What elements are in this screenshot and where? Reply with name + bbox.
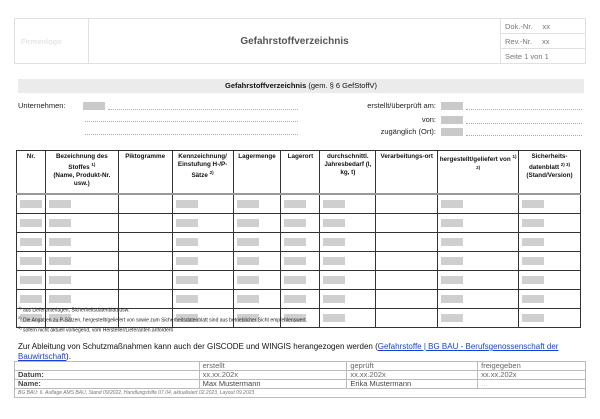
table-cell[interactable] bbox=[45, 214, 118, 233]
doc-number-value: xx bbox=[542, 21, 551, 31]
column-header-text: Piktogramme bbox=[125, 153, 166, 160]
column-header-6 bbox=[320, 151, 376, 195]
column-header-3 bbox=[172, 151, 233, 195]
table-cell[interactable] bbox=[17, 252, 46, 271]
hazardous-substances-table bbox=[16, 150, 581, 328]
form-field-placeholder[interactable] bbox=[441, 219, 463, 227]
form-field-placeholder[interactable] bbox=[20, 200, 42, 208]
company-logo-placeholder: Firmenlogo bbox=[15, 19, 89, 64]
table-cell[interactable] bbox=[233, 214, 281, 233]
table-cell[interactable] bbox=[438, 252, 519, 271]
table-cell[interactable] bbox=[438, 233, 519, 252]
column-header-footnote-ref: 1) 2) bbox=[476, 154, 517, 171]
by-line[interactable] bbox=[466, 123, 582, 124]
column-header-2 bbox=[118, 151, 172, 195]
section-title-rest: (gem. § 6 GefStoffV) bbox=[306, 81, 377, 90]
column-header-text: hergestellt/geliefert von bbox=[439, 156, 511, 164]
location-field[interactable] bbox=[441, 128, 463, 136]
table-cell[interactable] bbox=[118, 252, 172, 271]
table-cell[interactable] bbox=[376, 290, 438, 309]
table-cell[interactable] bbox=[281, 290, 320, 309]
form-field-placeholder[interactable] bbox=[20, 238, 42, 246]
section-title bbox=[18, 79, 584, 93]
company-field[interactable] bbox=[83, 102, 105, 110]
table-row bbox=[17, 214, 581, 233]
table-cell[interactable] bbox=[519, 233, 581, 252]
form-field-placeholder[interactable] bbox=[237, 219, 259, 227]
signature-header-approved: freigegeben bbox=[478, 362, 586, 371]
name-checked[interactable]: Erika Mustermann bbox=[347, 380, 478, 389]
table-cell[interactable] bbox=[45, 233, 118, 252]
form-field-placeholder[interactable] bbox=[522, 314, 544, 322]
table-cell[interactable] bbox=[376, 309, 438, 328]
footnote-1-text: aus Lieferunterlagen, Sicherheitsdatenblatt usw. bbox=[22, 307, 130, 314]
form-field-placeholder[interactable] bbox=[176, 200, 198, 208]
document-title: Gefahrstoffverzeichnis bbox=[89, 19, 501, 64]
table-cell[interactable] bbox=[376, 194, 438, 214]
form-field-placeholder[interactable] bbox=[20, 219, 42, 227]
footnote-1-number: 1) bbox=[18, 305, 22, 310]
table-cell[interactable] bbox=[376, 252, 438, 271]
column-header-text: Nr. bbox=[26, 153, 36, 160]
table-cell[interactable] bbox=[17, 194, 46, 214]
form-field-placeholder[interactable] bbox=[441, 295, 463, 303]
form-field-placeholder[interactable] bbox=[522, 200, 544, 208]
table-cell[interactable] bbox=[281, 271, 320, 290]
form-field-placeholder[interactable] bbox=[522, 257, 544, 265]
revision-number-label: Rev.-Nr. bbox=[505, 36, 532, 46]
table-header-row bbox=[17, 151, 581, 195]
form-field-placeholder[interactable] bbox=[176, 219, 198, 227]
column-header-text: Kennzeichnung/ Einstufung H-/P-Sätze bbox=[177, 153, 228, 180]
company-line-1[interactable] bbox=[108, 109, 298, 110]
form-field-placeholder[interactable] bbox=[284, 276, 306, 284]
form-field-placeholder[interactable] bbox=[49, 200, 71, 208]
document-footer: BG BAU: 6. Auflage AMS BAU, Stand 09/2022, Handlungshilfe 07.04, aktualisiert 02.2023, Layout 09.2023 bbox=[15, 389, 586, 398]
column-header-text: Verarbeitungs-ort bbox=[380, 153, 433, 160]
column-header-footnote-ref: 1) bbox=[91, 162, 96, 167]
table-row bbox=[17, 233, 581, 252]
form-field-placeholder[interactable] bbox=[323, 314, 345, 322]
table-cell[interactable] bbox=[118, 271, 172, 290]
table-cell[interactable] bbox=[233, 252, 281, 271]
table-cell[interactable] bbox=[438, 271, 519, 290]
column-header-text: durchschnittl. Jahresbedarf (l, kg, t) bbox=[324, 153, 372, 176]
table-cell[interactable] bbox=[281, 233, 320, 252]
footnote-2-text: Die Angaben zu P-Sätzen, hergestellt/geliefert von sowie zum Sicherheitsdatenblatt sind aus betrieblicher Sicht empfehlenswert. bbox=[22, 317, 307, 324]
table-cell[interactable] bbox=[17, 214, 46, 233]
table-cell[interactable] bbox=[233, 271, 281, 290]
form-field-placeholder[interactable] bbox=[441, 200, 463, 208]
form-field-placeholder[interactable] bbox=[441, 276, 463, 284]
signature-header-created: erstellt bbox=[199, 362, 347, 371]
footnote-1 bbox=[18, 305, 129, 314]
date-created[interactable]: xx.xx.202x bbox=[199, 371, 347, 380]
form-field-placeholder[interactable] bbox=[441, 314, 463, 322]
signature-table bbox=[14, 361, 586, 398]
form-field-placeholder[interactable] bbox=[284, 295, 306, 303]
form-field-placeholder[interactable] bbox=[237, 200, 259, 208]
column-header-text: Lagermenge bbox=[238, 153, 276, 160]
table-cell[interactable] bbox=[320, 252, 376, 271]
form-field-placeholder[interactable] bbox=[522, 295, 544, 303]
table-cell[interactable] bbox=[519, 309, 581, 328]
section-title-bold: Gefahrstoffverzeichnis bbox=[224, 81, 307, 90]
revision-number bbox=[501, 34, 586, 49]
table-cell[interactable] bbox=[438, 214, 519, 233]
form-field-placeholder[interactable] bbox=[441, 257, 463, 265]
form-field-placeholder[interactable] bbox=[49, 238, 71, 246]
column-header-1 bbox=[45, 151, 118, 195]
page-info: Seite 1 von 1 bbox=[501, 49, 586, 64]
column-header-subtext: (Name, Produkt-Nr. usw.) bbox=[53, 172, 111, 188]
table-cell[interactable] bbox=[172, 290, 233, 309]
form-field-placeholder[interactable] bbox=[237, 276, 259, 284]
table-row bbox=[17, 194, 581, 214]
table-cell[interactable] bbox=[281, 194, 320, 214]
signature-name-row bbox=[15, 380, 586, 389]
column-header-4 bbox=[233, 151, 281, 195]
signature-header-checked: geprüft bbox=[347, 362, 478, 371]
table-cell[interactable] bbox=[118, 214, 172, 233]
table-cell[interactable] bbox=[172, 252, 233, 271]
form-field-placeholder[interactable] bbox=[441, 238, 463, 246]
name-label: Name: bbox=[15, 380, 200, 389]
location-line[interactable] bbox=[466, 135, 582, 136]
form-field-placeholder[interactable] bbox=[20, 295, 42, 303]
date-checked[interactable]: xx.xx.202x bbox=[347, 371, 478, 380]
created-date-line[interactable] bbox=[466, 109, 582, 110]
form-field-placeholder[interactable] bbox=[237, 257, 259, 265]
form-field-placeholder[interactable] bbox=[49, 219, 71, 227]
table-cell[interactable] bbox=[320, 214, 376, 233]
table-cell[interactable] bbox=[281, 252, 320, 271]
table-cell[interactable] bbox=[519, 252, 581, 271]
form-field-placeholder[interactable] bbox=[237, 238, 259, 246]
footnote-2-number: 2) bbox=[18, 315, 22, 320]
table-cell[interactable] bbox=[45, 194, 118, 214]
revision-number-value: xx bbox=[541, 36, 550, 46]
form-field-placeholder[interactable] bbox=[323, 257, 345, 265]
table-cell[interactable] bbox=[320, 194, 376, 214]
table-cell[interactable] bbox=[233, 290, 281, 309]
company-label: Unternehmen: bbox=[18, 101, 66, 110]
table-cell[interactable] bbox=[172, 271, 233, 290]
column-header-5 bbox=[281, 151, 320, 195]
created-label: erstellt/überprüft am: bbox=[367, 101, 436, 110]
form-field-placeholder[interactable] bbox=[20, 257, 42, 265]
table-cell[interactable] bbox=[519, 194, 581, 214]
by-label: von: bbox=[421, 115, 436, 124]
by-field[interactable] bbox=[441, 116, 463, 124]
column-header-8 bbox=[438, 151, 519, 195]
company-line-3[interactable] bbox=[85, 134, 298, 135]
table-cell[interactable] bbox=[172, 233, 233, 252]
table-cell[interactable] bbox=[45, 271, 118, 290]
signature-footer-row bbox=[15, 389, 586, 398]
footnote-2 bbox=[18, 315, 307, 324]
table-row bbox=[17, 271, 581, 290]
table-cell[interactable] bbox=[118, 233, 172, 252]
column-header-text: Bezeichnung des Stoffes bbox=[55, 153, 108, 172]
bg-bau-link[interactable]: Gefahrstoffe | BG BAU - Berufsgenossenschaft der Bauwirtschaft bbox=[18, 342, 559, 361]
name-approved[interactable]: ... bbox=[478, 380, 586, 389]
form-field-placeholder[interactable] bbox=[284, 238, 306, 246]
form-field-placeholder[interactable] bbox=[323, 219, 345, 227]
form-field-placeholder[interactable] bbox=[284, 200, 306, 208]
footnote-3-text: sofern nicht aktuell vorliegend, vom Hersteller/Lieferanten anfordern bbox=[22, 327, 174, 334]
form-field-placeholder[interactable] bbox=[176, 276, 198, 284]
form-field-placeholder[interactable] bbox=[237, 295, 259, 303]
table-cell[interactable] bbox=[172, 194, 233, 214]
column-header-footnote-ref: 2) 3) bbox=[560, 162, 571, 167]
table-cell[interactable] bbox=[233, 233, 281, 252]
table-cell[interactable] bbox=[438, 194, 519, 214]
form-field-placeholder[interactable] bbox=[522, 238, 544, 246]
column-header-0 bbox=[17, 151, 46, 195]
form-field-placeholder[interactable] bbox=[323, 238, 345, 246]
form-field-placeholder[interactable] bbox=[20, 276, 42, 284]
table-cell[interactable] bbox=[438, 290, 519, 309]
form-field-placeholder[interactable] bbox=[323, 200, 345, 208]
signature-date-row bbox=[15, 371, 586, 380]
location-label: zugänglich (Ort): bbox=[380, 127, 436, 136]
table-cell[interactable] bbox=[17, 271, 46, 290]
table-cell[interactable] bbox=[320, 290, 376, 309]
form-field-placeholder[interactable] bbox=[49, 276, 71, 284]
date-approved[interactable]: xx.xx.202x bbox=[478, 371, 586, 380]
column-header-7 bbox=[376, 151, 438, 195]
table-cell[interactable] bbox=[376, 233, 438, 252]
table-cell[interactable] bbox=[45, 252, 118, 271]
table-cell[interactable] bbox=[17, 233, 46, 252]
column-header-subtext: (Stand/Version) bbox=[526, 172, 573, 180]
company-line-2[interactable] bbox=[85, 121, 298, 122]
form-field-placeholder[interactable] bbox=[323, 295, 345, 303]
table-cell[interactable] bbox=[519, 214, 581, 233]
table-cell[interactable] bbox=[376, 271, 438, 290]
date-label: Datum: bbox=[15, 371, 200, 380]
doc-number bbox=[501, 19, 586, 34]
note-suffix: ). bbox=[66, 352, 71, 361]
column-header-9 bbox=[519, 151, 581, 195]
form-field-placeholder[interactable] bbox=[49, 295, 71, 303]
table-cell[interactable] bbox=[519, 271, 581, 290]
form-field-placeholder[interactable] bbox=[176, 295, 198, 303]
form-field-placeholder[interactable] bbox=[284, 219, 306, 227]
form-field-placeholder[interactable] bbox=[176, 257, 198, 265]
form-field-placeholder[interactable] bbox=[176, 238, 198, 246]
table-row bbox=[17, 252, 581, 271]
created-date-field[interactable] bbox=[441, 102, 463, 110]
note-text: Zur Ableitung von Schutzmaßnahmen kann auch der GISCODE und WINGIS herangezogen werden ( bbox=[18, 342, 378, 351]
form-field-placeholder[interactable] bbox=[522, 276, 544, 284]
column-header-text: Lagerort bbox=[287, 153, 314, 160]
table-cell[interactable] bbox=[172, 214, 233, 233]
form-field-placeholder[interactable] bbox=[522, 219, 544, 227]
name-created[interactable]: Max Mustermann bbox=[199, 380, 347, 389]
table-cell[interactable] bbox=[376, 214, 438, 233]
column-header-text: Sicherheits-datenblatt bbox=[528, 153, 568, 172]
table-cell[interactable] bbox=[118, 194, 172, 214]
giscode-note bbox=[18, 342, 588, 362]
table-cell[interactable] bbox=[519, 290, 581, 309]
table-cell[interactable] bbox=[438, 309, 519, 328]
table-cell[interactable] bbox=[320, 309, 376, 328]
form-field-placeholder[interactable] bbox=[284, 257, 306, 265]
table-cell[interactable] bbox=[233, 194, 281, 214]
form-field-placeholder[interactable] bbox=[49, 257, 71, 265]
table-cell[interactable] bbox=[281, 214, 320, 233]
footnote-3 bbox=[18, 325, 173, 334]
column-header-footnote-ref: 2) bbox=[209, 170, 214, 175]
table-cell[interactable] bbox=[320, 271, 376, 290]
table-cell[interactable] bbox=[320, 233, 376, 252]
doc-number-label: Dok.-Nr. bbox=[505, 21, 533, 31]
document-header bbox=[14, 18, 586, 64]
form-field-placeholder[interactable] bbox=[323, 276, 345, 284]
footnote-3-number: 3) bbox=[18, 325, 22, 330]
